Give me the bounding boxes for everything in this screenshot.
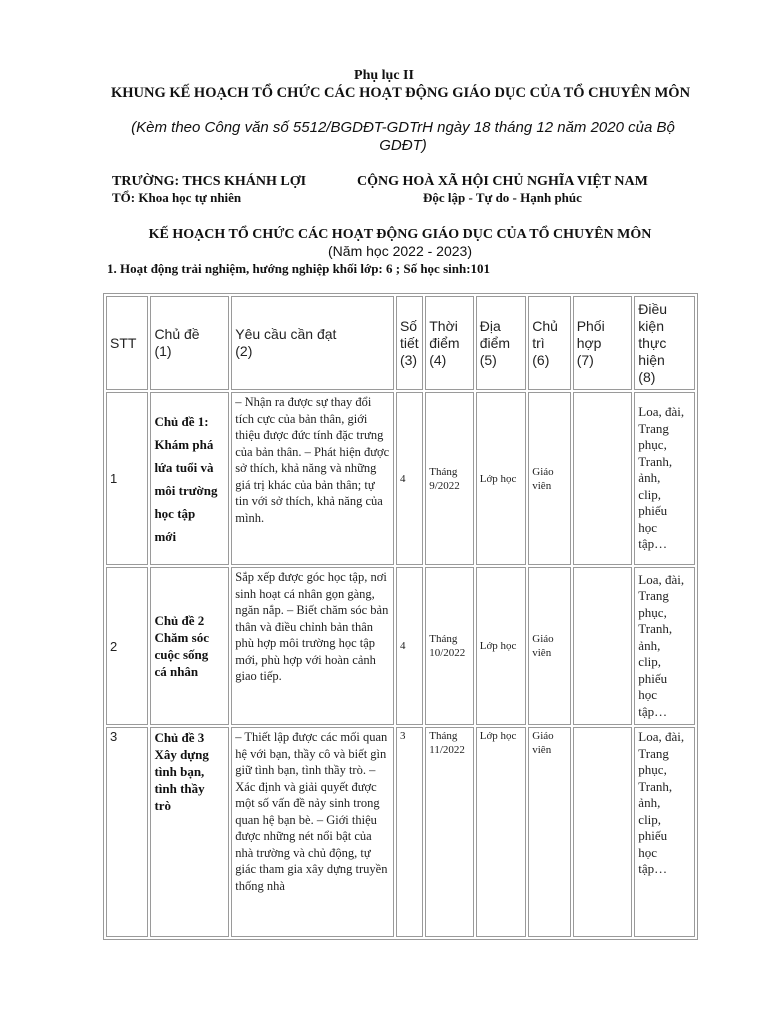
section-heading: 1. Hoạt động trải nghiệm, hướng nghiệp khối lớp: 6 ; Số học sinh:101 [107, 261, 491, 276]
plan-title: KẾ HOẠCH TỔ CHỨC CÁC HOẠT ĐỘNG GIÁO DỤC CỦA TỔ CHUYÊN MÔN [148, 227, 652, 242]
row-periods: 4 [396, 392, 423, 565]
appendix-label: Phụ lục II [354, 68, 414, 83]
row-time: Tháng 9/2022 [425, 392, 474, 565]
row-lead: Giáo viên [528, 392, 570, 565]
row-stt: 1 [106, 392, 148, 565]
row-topic: Chủ đề 3 Xây dựng tình bạn, tình thầy trò [150, 727, 229, 937]
header-lead: Chủ trì (6) [528, 296, 570, 390]
row-time: Tháng 11/2022 [425, 727, 474, 937]
row-place: Lớp học [476, 727, 527, 937]
row-requirement: – Nhận ra được sự thay đổi tích cực của bản thân, giới thiệu được đức tính đặc trưng của bản thân. – Phát hiện được sở thích, khả năng và những giá trị khác của bản thân; tự tin với sở thích, khả năng của mình. [231, 392, 394, 565]
row-requirement: – Thiết lập được các mối quan hệ với bạn, thầy cô và biết gìn giữ tình bạn, tình thầy trò. – Xác định và giải quyết được một số vấn đề nảy sinh trong quan hệ bạn bè. – Giới thiệu được những nét nổi bật của nhà trường và chủ động, tự giác tham gia xây dựng truyền thống nhà [231, 727, 394, 937]
document-subtitle: (Kèm theo Công văn số 5512/BGDĐT-GDTrH ngày 18 tháng 12 năm 2020 của Bộ GDĐT) [131, 119, 675, 154]
table-header-row [106, 296, 695, 390]
table-row [106, 567, 695, 725]
row-conditions: Loa, đài, Trang phục, Tranh, ảnh, clip, phiếu học tập… [634, 727, 695, 937]
row-coop [573, 392, 633, 565]
row-lead: Giáo viên [528, 727, 570, 937]
row-conditions: Loa, đài, Trang phục, Tranh, ảnh, clip, phiếu học tập… [634, 567, 695, 725]
header-coop: Phối hợp (7) [573, 296, 633, 390]
table-row [106, 392, 695, 565]
header-place: Địa điểm (5) [476, 296, 527, 390]
school-year: (Năm học 2022 - 2023) [328, 243, 472, 259]
school-name: TRƯỜNG: THCS KHÁNH LỢI [112, 174, 307, 189]
header-requirement: Yêu cầu cần đạt (2) [231, 296, 394, 390]
row-stt: 2 [106, 567, 148, 725]
activity-plan-table [103, 293, 698, 940]
national-motto: Độc lập - Tự do - Hạnh phúc [423, 190, 582, 205]
header-topic: Chủ đề (1) [150, 296, 229, 390]
table-row [106, 727, 695, 937]
row-periods: 4 [396, 567, 423, 725]
row-requirement: Sắp xếp được góc học tập, nơi sinh hoạt cá nhân gọn gàng, ngăn nắp. – Biết chăm sóc bản thân và điều chỉnh bản thân phù hợp môi trường học tập mới, phù hợp với hoàn cảnh giao tiếp. [231, 567, 394, 725]
header-time: Thời điểm (4) [425, 296, 474, 390]
row-topic: Chủ đề 1: Khám phá lứa tuổi và môi trường học tập mới [150, 392, 229, 565]
row-place: Lớp học [476, 567, 527, 725]
group-name: TỔ: Khoa học tự nhiên [112, 190, 242, 205]
republic-name: CỘNG HOÀ XÃ HỘI CHỦ NGHĨA VIỆT NAM [357, 174, 648, 189]
row-coop [573, 727, 633, 937]
row-periods: 3 [396, 727, 423, 937]
header-periods: Số tiết (3) [396, 296, 423, 390]
row-time: Tháng 10/2022 [425, 567, 474, 725]
row-coop [573, 567, 633, 725]
row-place: Lớp học [476, 392, 527, 565]
document-title: KHUNG KẾ HOẠCH TỔ CHỨC CÁC HOẠT ĐỘNG GIÁO DỤC CỦA TỔ CHUYÊN MÔN [110, 85, 691, 101]
row-stt: 3 [106, 727, 148, 937]
row-conditions: Loa, đài, Trang phục, Tranh, ảnh, clip, phiếu học tập… [634, 392, 695, 565]
row-topic: Chủ đề 2 Chăm sóc cuộc sống cá nhân [150, 567, 229, 725]
header-conditions: Điều kiện thực hiện (8) [634, 296, 695, 390]
row-lead: Giáo viên [528, 567, 570, 725]
header-stt: STT [106, 296, 148, 390]
